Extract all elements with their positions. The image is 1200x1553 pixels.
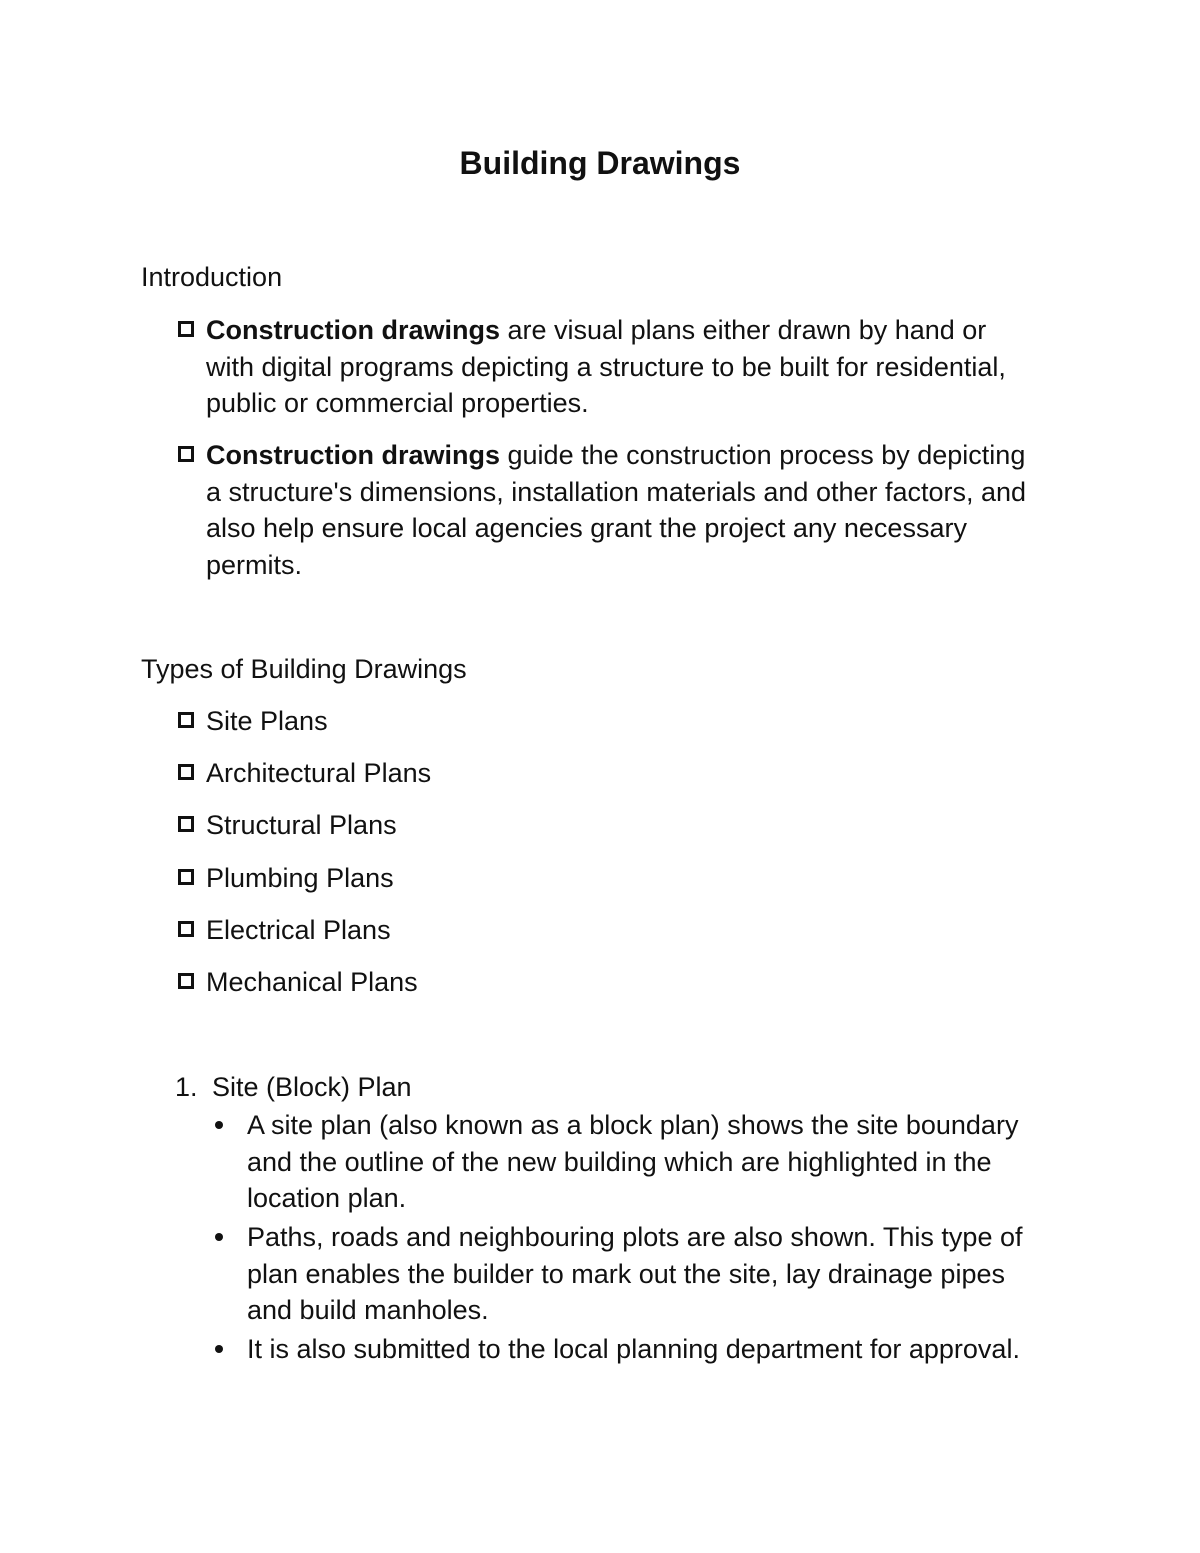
checkbox-square-icon	[178, 446, 194, 462]
types-item-label: Electrical Plans	[206, 915, 391, 945]
types-list-item	[178, 860, 1038, 897]
types-list-item	[178, 703, 1038, 740]
checkbox-square-icon	[178, 869, 194, 885]
checkbox-square-icon	[178, 712, 194, 728]
section-bullet-item	[213, 1107, 1033, 1217]
bullet-text: Paths, roads and neighbouring plots are also shown. This type of plan enables the builder to mark out the site, lay drainage pipes and build manholes.	[247, 1222, 1023, 1325]
section-number: 1.	[175, 1072, 198, 1102]
types-list-item	[178, 964, 1038, 1001]
checkbox-square-icon	[178, 321, 194, 337]
intro-item-term: Construction drawings	[206, 315, 501, 345]
types-list-item	[178, 912, 1038, 949]
checkbox-square-icon	[178, 764, 194, 780]
bullet-text: A site plan (also known as a block plan) shows the site boundary and the outline of the new building which are highlighted in the location plan.	[247, 1110, 1019, 1213]
types-item-label: Structural Plans	[206, 810, 397, 840]
introduction-heading: Introduction	[141, 262, 283, 292]
types-item-label: Architectural Plans	[206, 758, 432, 788]
bullet-dot-icon	[215, 1345, 223, 1353]
bullet-dot-icon	[215, 1233, 223, 1241]
intro-list-item	[178, 312, 1038, 422]
checkbox-square-icon	[178, 921, 194, 937]
intro-item-body: are visual plans either drawn by hand or with digital programs depicting a structure to be built for residential, public or commercial properties.	[206, 315, 1006, 418]
types-item-label: Mechanical Plans	[206, 967, 418, 997]
intro-list-item	[178, 437, 1038, 583]
types-list-item	[178, 755, 1038, 792]
page-title: Building Drawings	[459, 145, 741, 181]
intro-item-body: guide the construction process by depicting a structure's dimensions, installation materials and other factors, and also help ensure local agencies grant the project any necessary permits.	[206, 440, 1027, 580]
section-bullet-item	[213, 1331, 1033, 1368]
section-heading	[175, 1069, 412, 1106]
types-heading: Types of Building Drawings	[141, 654, 467, 684]
types-item-label: Site Plans	[206, 706, 328, 736]
intro-item-text	[206, 312, 1038, 422]
types-list-item	[178, 807, 1038, 844]
checkbox-square-icon	[178, 816, 194, 832]
intro-item-term: Construction drawings	[206, 440, 501, 470]
checkbox-square-icon	[178, 973, 194, 989]
bullet-dot-icon	[215, 1121, 223, 1129]
intro-item-text	[206, 437, 1038, 583]
bullet-text: It is also submitted to the local planning department for approval.	[247, 1334, 1020, 1364]
section-bullet-item	[213, 1219, 1033, 1329]
section-title: Site (Block) Plan	[212, 1072, 412, 1102]
types-item-label: Plumbing Plans	[206, 863, 394, 893]
